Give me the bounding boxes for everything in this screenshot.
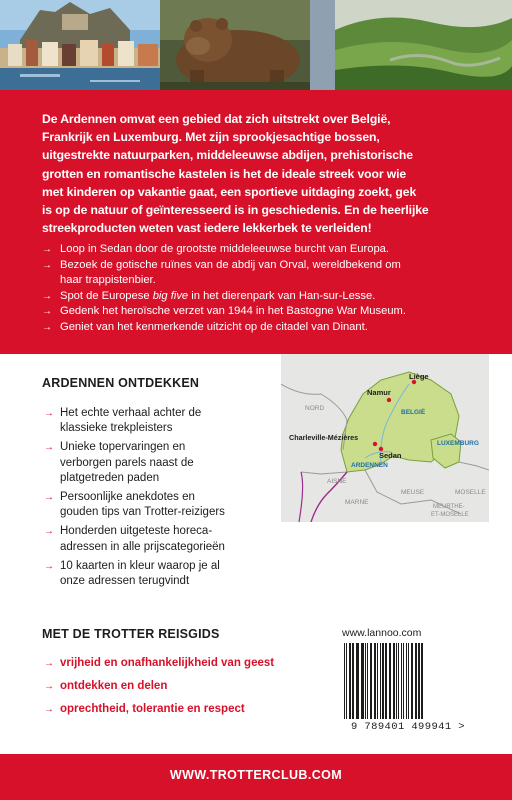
map-label-namur: Namur bbox=[367, 388, 391, 397]
arrow-right-icon: → bbox=[44, 560, 54, 572]
highlight-text: Gedenk het heroïsche verzet van 1944 in het Bastogne War Museum. bbox=[60, 305, 406, 318]
discover-text: gouden tips van Trotter-reizigers bbox=[60, 506, 225, 519]
discover-text: Persoonlijke anekdotes en bbox=[60, 491, 195, 504]
discover-item bbox=[42, 524, 282, 554]
map-label-nord: NORD bbox=[305, 405, 325, 412]
map-label-sedan: Sedan bbox=[379, 451, 402, 460]
value-text: oprechtheid, tolerantie en respect bbox=[60, 703, 245, 715]
barcode-bar bbox=[403, 643, 404, 719]
value-item bbox=[42, 702, 274, 717]
barcode-bar bbox=[367, 643, 368, 719]
highlight-text: Geniet van het kenmerkende uitzicht op de citadel van Dinant. bbox=[60, 320, 368, 333]
map-label-moselle: MOSELLE bbox=[455, 489, 486, 496]
barcode-bar bbox=[380, 643, 381, 719]
highlight-item bbox=[42, 320, 482, 336]
arrow-right-icon: → bbox=[44, 681, 54, 692]
barcode-bar bbox=[346, 643, 347, 719]
publisher-url: www.lannoo.com bbox=[342, 627, 422, 639]
barcode-bar bbox=[352, 643, 354, 719]
discover-text: adressen in alle prijscategorieën bbox=[60, 540, 225, 553]
barcode-bar bbox=[406, 643, 407, 719]
value-item bbox=[42, 656, 274, 671]
barcode-bar bbox=[398, 643, 399, 719]
trotter-heading: MET DE TROTTER REISGIDS bbox=[42, 627, 220, 641]
highlight-item bbox=[42, 258, 482, 289]
arrow-right-icon: → bbox=[42, 259, 52, 271]
discover-text: Honderden uitgeteste horeca- bbox=[60, 525, 213, 538]
highlight-text: Bezoek de gotische ruïnes van de abdij van Orval, wereldbekend om bbox=[60, 258, 401, 271]
intro-line: met kinderen op vakantie gaat, een sportieve uitdaging zoekt, gek bbox=[42, 184, 417, 199]
photo-dinant-riverside-town bbox=[0, 0, 160, 90]
region-map bbox=[281, 354, 489, 522]
map-label-luxemburg: LUXEMBURG bbox=[437, 440, 479, 447]
map-label-belgie: BELGIË bbox=[401, 409, 426, 416]
arrow-right-icon: → bbox=[44, 526, 54, 538]
map-city-dot bbox=[373, 442, 377, 446]
discover-text: Unieke topervaringen en bbox=[60, 441, 186, 454]
discover-text: klassieke trekpleisters bbox=[60, 422, 173, 435]
barcode-bar bbox=[415, 643, 417, 719]
arrow-right-icon: → bbox=[44, 408, 54, 419]
arrow-right-icon: → bbox=[44, 442, 54, 454]
barcode-bar bbox=[382, 643, 384, 719]
intro-line: is op de natuur of geïnteresseerd is in geschiedenis. En de heerlijke bbox=[42, 203, 429, 218]
discover-item bbox=[42, 559, 282, 589]
value-text: ontdekken en delen bbox=[60, 680, 168, 692]
barcode-bar bbox=[365, 643, 366, 719]
barcode-bar bbox=[370, 643, 372, 719]
value-item bbox=[42, 679, 274, 694]
barcode-bar bbox=[408, 643, 409, 719]
intro-line: streekproducten weten vast iedere lekkerbek te verleiden! bbox=[42, 221, 372, 236]
map-label-liege: Liège bbox=[409, 372, 429, 381]
arrow-right-icon: → bbox=[42, 290, 52, 302]
footer-bar bbox=[0, 754, 512, 800]
highlight-text: haar trappistenbier. bbox=[60, 274, 156, 287]
discover-text: verborgen parels naast de bbox=[60, 456, 194, 469]
highlight-text: Loop in Sedan door de grootste middeleeuwse burcht van Europa. bbox=[60, 243, 390, 255]
map-label-ardennen: ARDENNEN bbox=[351, 462, 388, 469]
highlight-item bbox=[42, 289, 482, 305]
arrow-right-icon: → bbox=[44, 658, 54, 669]
barcode-bar bbox=[401, 643, 402, 719]
highlight-italic-text: big five bbox=[152, 289, 189, 302]
highlight-item bbox=[42, 242, 482, 258]
barcode-bar bbox=[344, 643, 345, 719]
photo-green-valley-hills bbox=[335, 0, 512, 90]
highlight-text: Spot de Europese bbox=[60, 289, 153, 302]
photo-brown-bear bbox=[160, 0, 335, 90]
barcode-bar bbox=[418, 643, 420, 719]
isbn-digits: 9 789401 499941 > bbox=[338, 721, 478, 733]
discover-text: onze adressen terugvindt bbox=[60, 575, 190, 588]
barcode-bar bbox=[393, 643, 395, 719]
cover-photo-strip bbox=[0, 0, 512, 90]
discover-item bbox=[42, 440, 282, 486]
barcode-bar bbox=[396, 643, 397, 719]
barcode-bar bbox=[349, 643, 351, 719]
barcode-bar bbox=[421, 643, 423, 719]
arrow-right-icon: → bbox=[42, 321, 52, 333]
map-city-dot bbox=[387, 398, 391, 402]
intro-panel bbox=[0, 90, 512, 354]
arrow-right-icon: → bbox=[42, 244, 52, 255]
discover-item bbox=[42, 490, 282, 520]
discover-text: Het echte verhaal achter de bbox=[60, 407, 202, 419]
map-label-meurthe-et-moselle: ET-MOSELLE bbox=[431, 512, 469, 518]
details-panel bbox=[0, 354, 512, 754]
intro-line: uitgestrekte natuurparken, middeleeuwse abdijen, prehistorische bbox=[42, 148, 413, 163]
map-label-charleville: Charleville-Mézières bbox=[289, 433, 359, 442]
value-text: vrijheid en onafhankelijkheid van geest bbox=[60, 657, 275, 669]
arrow-right-icon: → bbox=[44, 492, 54, 504]
barcode-bar bbox=[356, 643, 359, 719]
map-label-meurthe-et-moselle: MEURTHE- bbox=[433, 504, 465, 510]
barcode-bar bbox=[374, 643, 376, 719]
discover-heading: ARDENNEN ONTDEKKEN bbox=[42, 376, 200, 390]
discover-item bbox=[42, 406, 282, 436]
highlights-list bbox=[42, 242, 482, 336]
barcode-bar bbox=[385, 643, 387, 719]
highlight-text: in het dierenpark van Han-sur-Lesse. bbox=[188, 289, 376, 302]
intro-paragraph bbox=[42, 110, 482, 237]
arrow-right-icon: → bbox=[42, 306, 52, 318]
discover-text: 10 kaarten in kleur waarop je al bbox=[60, 559, 220, 572]
intro-line: grotten en romantische kastelen is het de ideale streek voor wie bbox=[42, 166, 407, 181]
values-list bbox=[42, 656, 274, 725]
intro-line: Frankrijk en Luxemburg. Met zijn sprookjesachtige bossen, bbox=[42, 130, 380, 145]
barcode-bar bbox=[361, 643, 364, 719]
footer-website: WWW.TROTTERCLUB.COM bbox=[169, 768, 343, 782]
map-label-aisne: AISNE bbox=[327, 478, 347, 485]
highlight-item bbox=[42, 304, 482, 320]
barcode-bar bbox=[411, 643, 413, 719]
arrow-right-icon: → bbox=[44, 704, 54, 715]
intro-line: De Ardennen omvat een gebied dat zich uitstrekt over België, bbox=[42, 112, 391, 126]
map-label-marne: MARNE bbox=[345, 499, 369, 506]
discover-list bbox=[42, 406, 282, 593]
barcode-bar bbox=[389, 643, 391, 719]
barcode-bar bbox=[377, 643, 378, 719]
discover-text: platgetreden paden bbox=[60, 471, 160, 484]
map-label-meuse: MEUSE bbox=[401, 489, 425, 496]
